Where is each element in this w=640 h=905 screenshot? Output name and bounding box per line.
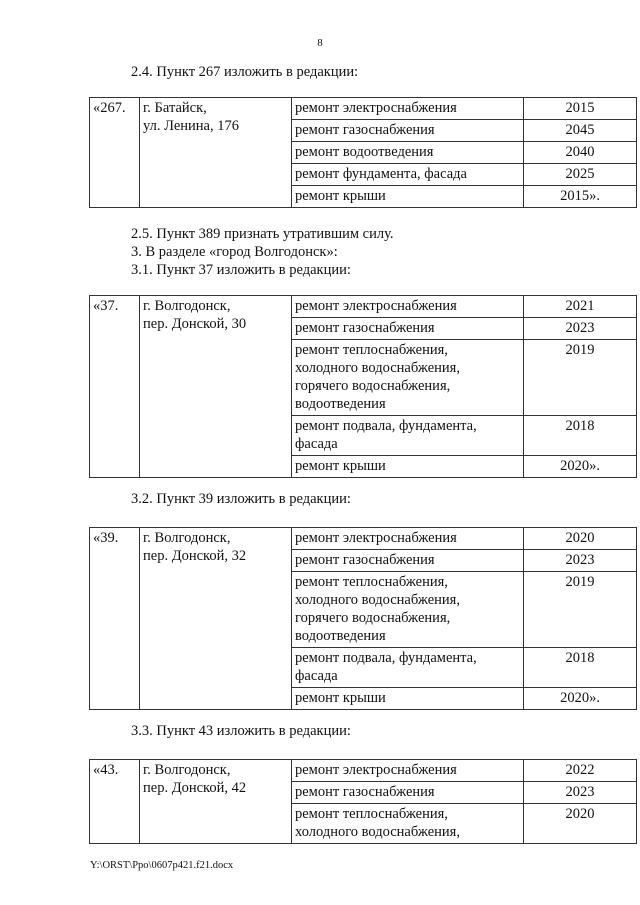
work-cell: ремонт фундамента, фасада [292, 164, 524, 186]
work-cell [292, 648, 524, 688]
work-line: фасада [295, 436, 338, 452]
address-cell [140, 760, 292, 844]
work-cell: ремонт газоснабжения [292, 120, 524, 142]
item-number: «39. [90, 528, 140, 710]
item-number: «37. [90, 296, 140, 478]
table-item-39 [89, 527, 637, 710]
year-cell: 2025 [524, 164, 637, 186]
paragraph-3-3: 3.3. Пункт 43 изложить в редакции: [131, 723, 351, 739]
work-line: водоотведения [295, 396, 386, 412]
work-cell [292, 318, 524, 340]
work-line: ремонт электроснабжения [295, 530, 457, 546]
address-city: г. Батайск, [143, 100, 207, 116]
work-cell [292, 782, 524, 804]
year-cell: 2020 [524, 804, 637, 844]
paragraph-2-5: 2.5. Пункт 389 признать утратившим силу. [131, 226, 394, 242]
year-cell: 2015 [524, 98, 637, 120]
work-cell [292, 760, 524, 782]
work-line: ремонт газоснабжения [295, 320, 435, 336]
year-cell: 2022 [524, 760, 637, 782]
work-line: ремонт теплоснабжения, [295, 342, 448, 358]
address-street: пер. Донской, 30 [143, 316, 247, 332]
work-line: холодного водоснабжения, [295, 824, 460, 840]
table-item-267 [89, 97, 637, 208]
work-line: холодного водоснабжения, [295, 592, 460, 608]
year-cell: 2020 [524, 528, 637, 550]
work-line: ремонт крыши [295, 458, 386, 474]
work-cell [292, 456, 524, 478]
paragraph-2-4: 2.4. Пункт 267 изложить в редакции: [131, 64, 359, 80]
work-line: ремонт подвала, фундамента, [295, 650, 477, 666]
work-cell: ремонт крыши [292, 186, 524, 208]
paragraph-3-1: 3.1. Пункт 37 изложить в редакции: [131, 262, 351, 278]
year-cell: 2019 [524, 572, 637, 648]
page-number: 8 [317, 37, 323, 49]
work-line: ремонт теплоснабжения, [295, 806, 448, 822]
table-item-37 [89, 295, 637, 478]
work-cell [292, 804, 524, 844]
year-cell: 2018 [524, 416, 637, 456]
work-line: холодного водоснабжения, [295, 360, 460, 376]
address-cell [140, 296, 292, 478]
year-cell: 2040 [524, 142, 637, 164]
table-row [90, 528, 637, 550]
work-line: ремонт электроснабжения [295, 298, 457, 314]
year-cell: 2015». [524, 186, 637, 208]
work-cell [292, 688, 524, 710]
table-row [90, 760, 637, 782]
work-line: ремонт теплоснабжения, [295, 574, 448, 590]
address-city: г. Волгодонск, [143, 530, 231, 546]
address-street: пер. Донской, 32 [143, 548, 247, 564]
work-line: ремонт электроснабжения [295, 762, 457, 778]
address-city: г. Волгодонск, [143, 762, 231, 778]
year-cell: 2045 [524, 120, 637, 142]
work-cell: ремонт электроснабжения [292, 98, 524, 120]
year-cell: 2018 [524, 648, 637, 688]
table-row [90, 296, 637, 318]
work-line: ремонт крыши [295, 690, 386, 706]
address-city: г. Волгодонск, [143, 298, 231, 314]
file-path-footer: Y:\ORST\Ppo\0607p421.f21.docx [90, 860, 234, 871]
work-line: ремонт подвала, фундамента, [295, 418, 477, 434]
work-cell [292, 572, 524, 648]
table-row [90, 98, 637, 120]
year-cell: 2023 [524, 318, 637, 340]
year-cell: 2023 [524, 782, 637, 804]
year-cell: 2021 [524, 296, 637, 318]
work-line: водоотведения [295, 628, 386, 644]
address-cell [140, 528, 292, 710]
address-cell [140, 98, 292, 208]
work-cell [292, 296, 524, 318]
work-line: горячего водоснабжения, [295, 610, 451, 626]
work-cell: ремонт водоотведения [292, 142, 524, 164]
paragraph-3-2: 3.2. Пункт 39 изложить в редакции: [131, 491, 351, 507]
work-line: ремонт газоснабжения [295, 552, 435, 568]
item-number: «267. [90, 98, 140, 208]
year-cell: 2020». [524, 456, 637, 478]
work-cell [292, 416, 524, 456]
address-street: пер. Донской, 42 [143, 780, 247, 796]
work-cell [292, 528, 524, 550]
item-number: «43. [90, 760, 140, 844]
year-cell: 2019 [524, 340, 637, 416]
work-cell [292, 550, 524, 572]
year-cell: 2020». [524, 688, 637, 710]
work-line: горячего водоснабжения, [295, 378, 451, 394]
work-cell [292, 340, 524, 416]
paragraph-3: 3. В разделе «город Волгодонск»: [131, 244, 338, 260]
work-line: фасада [295, 668, 338, 684]
address-street: ул. Ленина, 176 [143, 118, 239, 134]
table-item-43 [89, 759, 637, 844]
work-line: ремонт газоснабжения [295, 784, 435, 800]
year-cell: 2023 [524, 550, 637, 572]
